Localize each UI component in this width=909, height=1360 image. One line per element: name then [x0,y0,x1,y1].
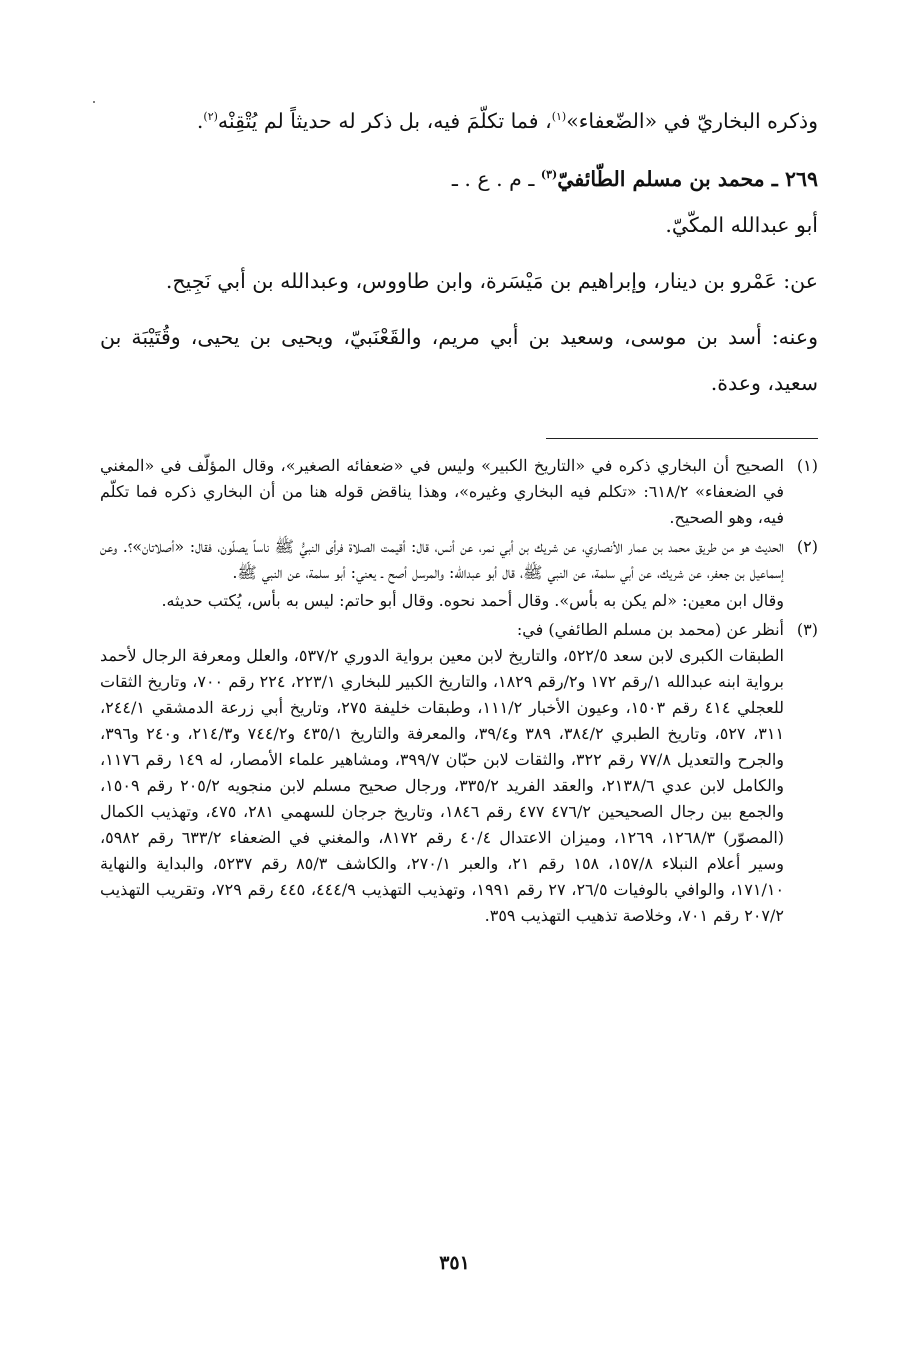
para1-continuation: ، فما تكلّمَ فيه، بل ذكر له حديثاً لم يُتْقِنْه [217,109,552,133]
footnote-number: (١) [796,456,818,475]
footnote-ref-3: (٣) [540,168,558,182]
narrated-from: عن: عَمْرو بن دينار، وإبراهيم بن مَيْسَرة، وابن طاووس، وعبدالله بن أبي نَجِيح. [165,269,818,293]
entry-heading [100,156,818,202]
footnote-lead: أنظر عن (محمد بن مسلم الطائفي) في: [516,620,784,639]
footnote-ref-2: (٢) [203,110,218,124]
footnote-body [100,534,784,614]
footnote-2 [100,534,818,614]
footnote-number: (٣) [796,620,818,639]
footnote-text-2: وقال ابن معين: «لم يكن به بأس». وقال أحمد نحوه. وقال أبو حاتم: ليس به بأس، يُكتب حديثه. [161,591,784,610]
footnote-ref-1: (١) [551,110,567,124]
main-text [100,98,818,406]
paragraph-bukhari [100,98,818,144]
footnote-number: (٢) [796,537,818,556]
footnote-1 [100,453,818,531]
entry-codes: ـ م . ع . ـ [451,167,541,191]
kunya-line: أبو عبدالله المكّيّ. [665,213,818,237]
scan-speck [93,101,95,103]
page-content [100,98,818,932]
para1-end: . [196,109,204,133]
entry-title: ٢٦٩ ـ محمد بن مسلم الطّائفيّ [557,167,818,191]
footnote-3 [100,617,818,929]
page-number: ٣٥١ [439,1252,470,1274]
footnote-text: الصحيح أن البخاري ذكره في «التاريخ الكبير» وليس في «ضعفائه الصغير»، وقال المؤلّف في «المغني في الضعفاء» ٦١٨/٢: «تكلم فيه البخاري وغيره»، وهذا يناقض قوله هنا من أن البخاري ذكره فما تكلّم فيه، وهو الصحيح. [100,456,784,527]
para1-text: وذكره البخاريّ في «الضّعفاء» [566,109,818,133]
footnote-separator [546,438,818,439]
footnotes [100,453,818,929]
footnote-text: الطبقات الكبرى لابن سعد ٥٢٢/٥، والتاريخ لابن معين برواية الدوري ٥٣٧/٢، والعلل ومعرفة الرجال لأحمد برواية ابنه عبدالله ١/رقم ١٧٢ و٢/رقم ١٨٢٩، والتاريخ الكبير للبخاري ٢٢٣/١، ٢٢٤ رقم ٧٠٠، وتاريخ الثقات للعجلي ٤١٤ رقم ١٥٠٣، وعيون الأخبار ١١١/٢، وطبقات خليفة ٢٧٥، وتاريخ أبي زرعة الدمشقي ٢٤٤/١، ٣١١، ٥٢٧، وتاريخ الطبري ٣٨٤/٢، ٣٨٩ و٣٩/٤، والمعرفة والتاريخ ٤٣٥/١ و٧٤٤/٢ و٢١٤/٣، و٢٤٠ و٣٩٦، والجرح والتعديل ٧٧/٨ رقم ٣٢٢، والثقات لابن حبّان ٣٩٩/٧، ومشاهير علماء الأمصار، له ١٤٩ رقم ١١٧٦، والكامل لابن عدي ٢١٣٨/٦، والعقد الفريد ٣٣٥/٢، ورجال صحيح مسلم لابن منجويه ٢٠٥/٢ رقم ١٥٠٩، والجمع بين رجال الصحيحين ٤٧٦/٢ ٤٧٧ رقم ١٨٤٦، وتاريخ جرجان للسهمي ٢٨١، ٤٧٥، وتهذيب الكمال (المصوّر) ١٢٦٨/٣، ١٢٦٩، وميزان الاعتدال ٤٠/٤ رقم ٨١٧٢، والمغني في الضعفاء ٦٣٣/٢ رقم ٥٩٨٢، وسير أعلام النبلاء ١٥٧/٨، ١٥٨ رقم ٢١، والعبر ٢٧٠/١، والكاشف ٨٥/٣ رقم ٥٢٣٧، والبداية والنهاية ١٧١/١٠، والوافي بالوفيات ٢٦/٥، ٢٧ رقم ١٩٩١، وتهذيب التهذيب ٤٤٤/٩، ٤٤٥ رقم ٧٢٩، وتقريب التهذيب ٢٠٧/٢ رقم ٧٠١، وخلاصة تذهيب التهذيب ٣٥٩. [100,646,785,925]
footnote-text: الحديث هو من طريق محمد بن عمار الأنصاري، عن شريك بن أبي نمر، عن أنس، قال: أقيمت الصلاة فرأى النبيُّ ﷺ ناساً يصلّون، فقال: «أصلاتان»؟. وعن إسماعيل بن جعفر، عن شريك، عن أبي سلمة، عن النبي ﷺ، قال أبو عبدالله: والمرسل أصح ـ يعني: أبو سلمة، عن النبي ﷺ. [100,537,784,582]
narrated-by: وعنه: أسد بن موسى، وسعيد بن أبي مريم، والقَعْنَبيّ، ويحيى بن يحيى، وقُتَيْبَة بن سعيد، وعدة. [100,325,818,395]
footnote-body [100,617,784,929]
